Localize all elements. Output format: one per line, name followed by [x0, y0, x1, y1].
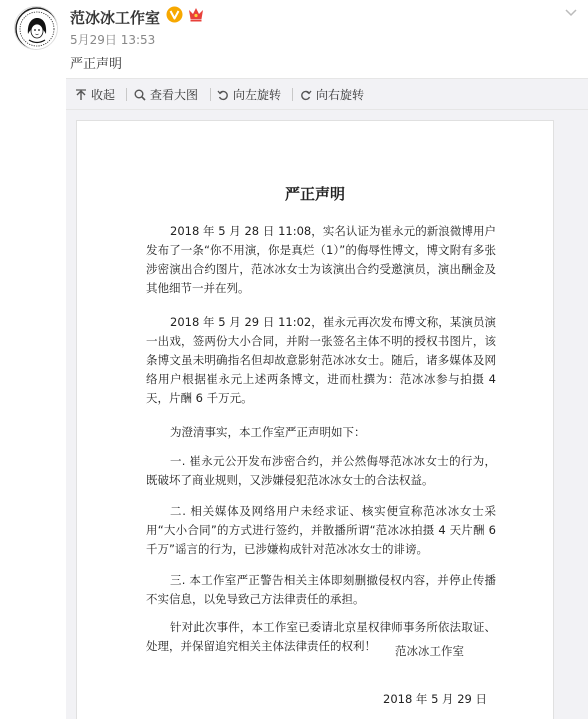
paragraph-7: 针对此次事件，本工作室已委请北京星权律师事务所依法取证、处理，并保留追究相关主体法律责任的权利！	[146, 620, 496, 653]
user-name[interactable]: 范冰冰工作室	[70, 9, 161, 27]
rotate-right-button[interactable]	[300, 79, 364, 110]
signer: 范冰冰工作室	[395, 644, 464, 658]
post-time[interactable]: 5月29日 13:53	[70, 33, 156, 47]
image-toolbar	[66, 78, 588, 110]
avatar[interactable]	[14, 6, 58, 50]
document-title: 严正声明	[284, 185, 345, 203]
rotate-right-icon	[300, 89, 312, 101]
toolbar-divider	[292, 88, 293, 101]
post-text: 严正声明	[70, 57, 123, 72]
paragraph-2: 2018 年 5 月 29 日 11:02，崔永元再次发布博文称，某演员演一出戏，签两份大小合同，并附一张签名主体不明的授权书图片，该条博文虽未明确指名但却故意影射范冰冰女士。随后，诸多媒体及网络用户根据崔永元上述两条博文，进而杜撰为：范冰冰参与拍摄 4 天，片酬 6 千万元。	[146, 315, 496, 405]
toolbar-divider	[210, 88, 211, 101]
collapse-label: 收起	[91, 88, 116, 102]
toolbar-divider	[126, 88, 127, 101]
sign-date: 2018 年 5 月 29 日	[383, 692, 487, 706]
paragraph-1: 2018 年 5 月 28 日 11:08，实名认证为崔永元的新浪微博用户发布了一条“你不用演，你是真烂（1）”的侮辱性博文，博文附有多张涉密演出合约图片，范冰冰女士为该演出合约受邀演员，演出酬金及其他细节一并在列。	[146, 224, 496, 295]
vip-badge-icon[interactable]	[187, 6, 205, 23]
paragraph-5: 二. 相关媒体及网络用户未经求证、核实便宣称范冰冰女士采用“大小合同”的方式进行签约，并散播所谓“范冰冰拍摄 4 天片酬 6 千万”谣言的行为，已涉嫌构成针对范冰冰女士的诽谤。	[146, 504, 496, 556]
collapse-button[interactable]	[75, 79, 115, 110]
statement-image[interactable]	[76, 120, 554, 719]
rotate-left-label: 向左旋转	[233, 88, 282, 102]
magnifier-icon	[134, 89, 146, 101]
rotate-left-button[interactable]	[217, 79, 281, 110]
post-header	[0, 0, 588, 78]
view-large-button[interactable]	[134, 79, 198, 110]
verified-v-icon	[166, 6, 183, 23]
paragraph-6: 三. 本工作室严正警告相关主体即刻删撤侵权内容，并停止传播不实信息，以免导致己方法律责任的承担。	[146, 573, 496, 606]
chevron-down-icon[interactable]	[564, 8, 578, 18]
rotate-left-icon	[217, 89, 229, 101]
paragraph-3: 为澄清事实，本工作室严正声明如下：	[170, 425, 366, 439]
collapse-arrow-icon	[75, 89, 87, 101]
view-large-label: 查看大图	[150, 88, 199, 102]
rotate-right-label: 向右旋转	[316, 88, 365, 102]
paragraph-4: 一. 崔永元公开发布涉密合约，并公然侮辱范冰冰女士的行为，既破坏了商业规则，又涉嫌侵犯范冰冰女士的合法权益。	[146, 454, 496, 487]
